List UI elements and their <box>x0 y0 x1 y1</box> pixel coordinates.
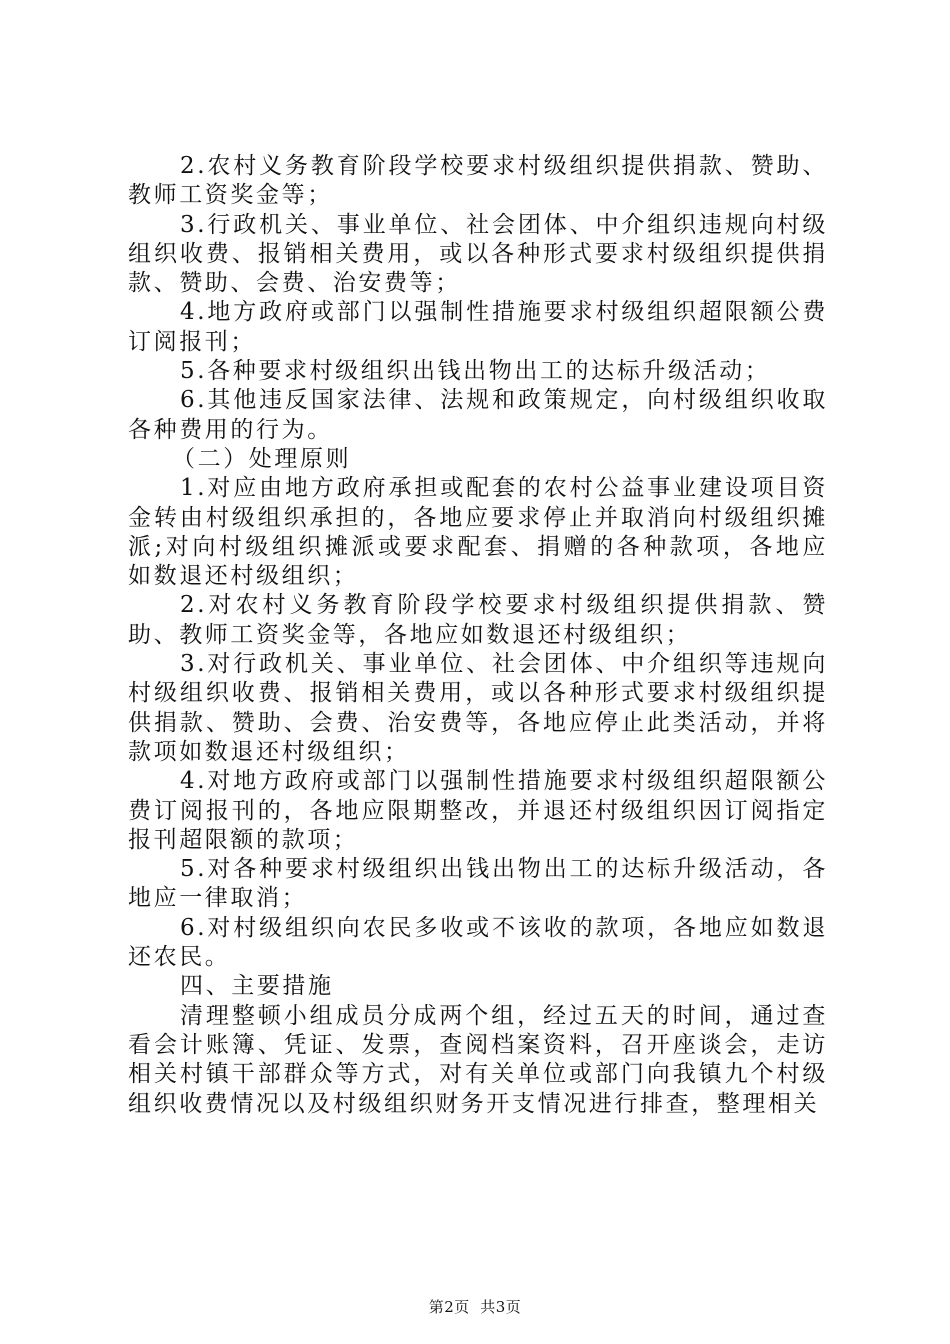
section-heading-principles: （二）处理原则 <box>172 445 352 472</box>
principle-item-1: 1.对应由地方政府承担或配套的农村公益事业建设项目资金转由村级组织承担的，各地应要求停止并取消向村级组织摊派;对向村级组织摊派或要求配套、捐赠的各种款项，各地应如数退还村级组织； <box>128 475 828 590</box>
page-number-label: 第2页 共3页 <box>428 1298 522 1316</box>
page-footer <box>0 1296 950 1317</box>
principle-item-2: 2.对农村义务教育阶段学校要求村级组织提供捐款、赞助、教师工资奖金等，各地应如数退还村级组织； <box>128 592 828 648</box>
principle-item-6: 6.对村级组织向农民多收或不该收的款项，各地应如数退还农民。 <box>128 914 828 971</box>
principle-item-3: 3.对行政机关、事业单位、社会团体、中介组织等违规向村级组织收费、报销相关费用，或以各种形式要求村级组织提供捐款、赞助、会费、治安费等，各地应停止此类活动，并将款项如数退还村级组织； <box>128 651 828 765</box>
paragraph-item-6: 6.其他违反国家法律、法规和政策规定，向村级组织收取各种费用的行为。 <box>128 387 828 443</box>
document-body <box>128 152 828 1119</box>
section-heading-measures: 四、主要措施 <box>180 973 334 1000</box>
paragraph-item-3: 3.行政机关、事业单位、社会团体、中介组织违规向村级组织收费、报销相关费用，或以各种形式要求村级组织提供捐款、赞助、会费、治安费等； <box>128 211 828 297</box>
paragraph-item-2: 2.农村义务教育阶段学校要求村级组织提供捐款、赞助、教师工资奖金等； <box>128 153 828 209</box>
principle-item-5: 5.对各种要求村级组织出钱出物出工的达标升级活动，各地应一律取消； <box>128 856 828 912</box>
paragraph-item-4: 4.地方政府或部门以强制性措施要求村级组织超限额公费订阅报刊； <box>128 299 828 355</box>
measures-paragraph: 清理整顿小组成员分成两个组，经过五天的时间，通过查看会计账簿、凭证、发票，查阅档案资料，召开座谈会，走访相关村镇干部群众等方式，对有关单位或部门向我镇九个村级组织收费情况以及村级组织财务开支情况进行排查，整理相关 <box>128 1002 828 1117</box>
paragraph-item-5: 5.各种要求村级组织出钱出物出工的达标升级活动； <box>180 358 771 385</box>
principle-item-4: 4.对地方政府或部门以强制性措施要求村级组织超限额公费订阅报刊的，各地应限期整改，并退还村级组织因订阅指定报刊超限额的款项； <box>128 768 828 853</box>
